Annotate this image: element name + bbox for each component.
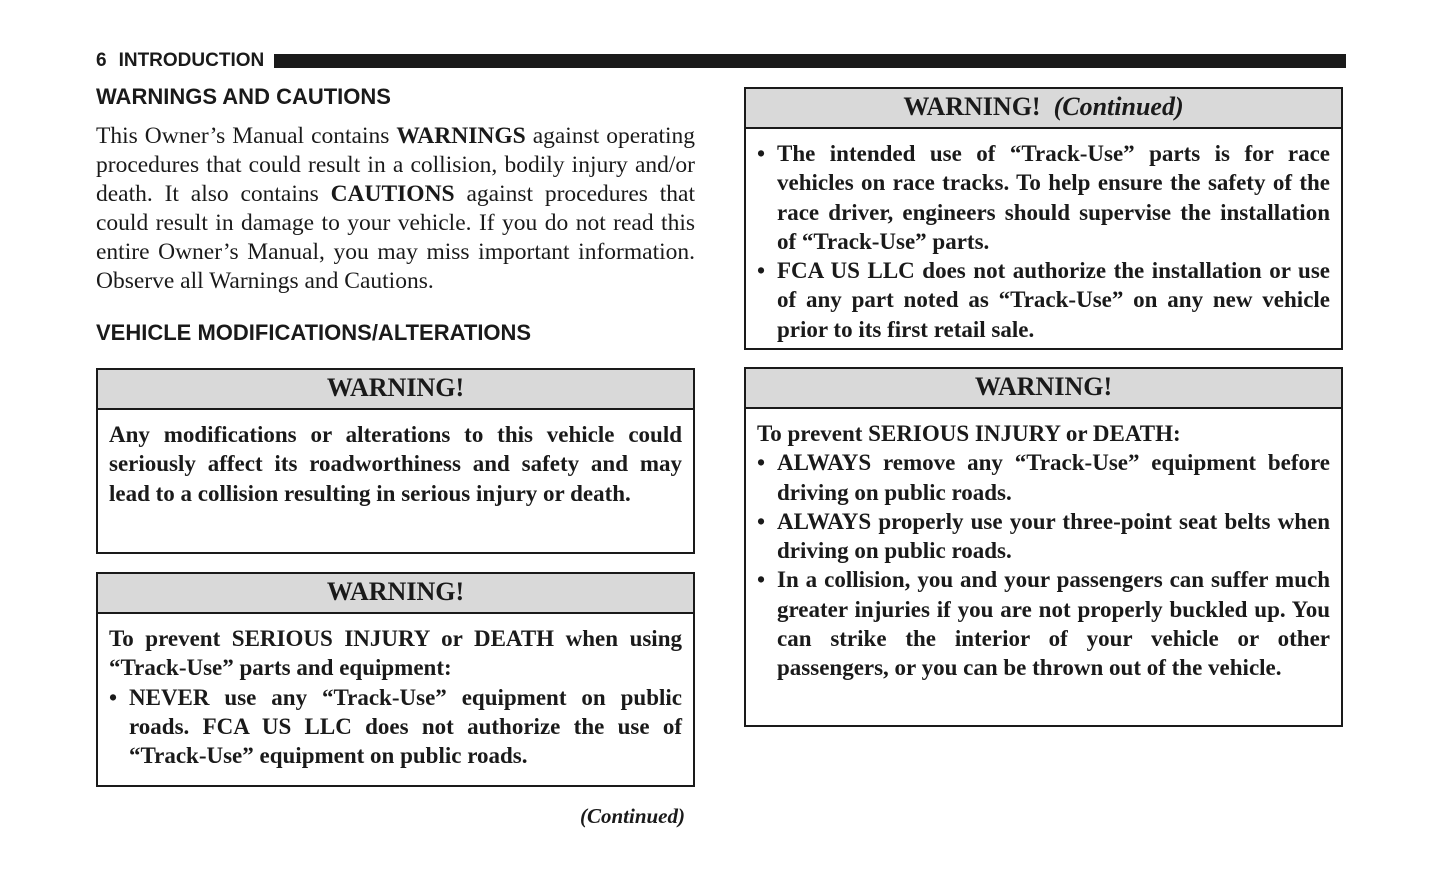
continued-note: (Continued): [579, 804, 685, 828]
page-number: 6: [96, 50, 107, 71]
warning-title: WARNING!: [746, 369, 1341, 409]
bullet-icon: •: [757, 258, 766, 284]
warning-content: [98, 614, 693, 782]
list-item-text: FCA US LLC does not authorize the installation or use of any part noted as “Track-Use” on any new vehicle prior to its first retail sale.: [777, 258, 1330, 342]
bullet-icon: •: [757, 508, 766, 534]
warning-bullet-list: [757, 448, 1330, 682]
bullet-icon: •: [757, 567, 766, 593]
intro-text-3: against procedures that could result in damage to your vehicle. If you do not read this entire Owner’s Manual, you may miss important information. Observe all Warnings and Cautions.: [96, 181, 695, 294]
list-item: [757, 565, 1330, 682]
list-item: [109, 683, 682, 771]
list-item: [757, 448, 1330, 507]
bullet-icon: •: [109, 684, 118, 710]
list-item-text: The intended use of “Track-Use” parts is for race vehicles on race tracks. To help ensure the safety of the race driver, engineers should supervise the installation of “Track-Use” parts.: [777, 141, 1330, 254]
warning-title: [746, 89, 1341, 129]
header-rule: [274, 54, 1346, 68]
intro-text-2: against operating procedures that could result in a collision, bodily injury and/or death. It also contains: [96, 123, 696, 207]
intro-bold-warnings: WARNINGS: [396, 123, 526, 149]
list-item-text: In a collision, you and your passengers can suffer much greater injuries if you are not properly buckled up. You can strike the interior of your vehicle or other passengers, or you can be thrown out of the vehicle.: [777, 567, 1330, 681]
warning-bullet-list: [109, 683, 682, 771]
heading-vehicle-modifications: VEHICLE MODIFICATIONS/ALTERATIONS: [96, 320, 532, 345]
warning-content: [98, 410, 693, 520]
list-item-text: ALWAYS remove any “Track-Use” equipment before driving on public roads.: [777, 450, 1330, 505]
list-item: [757, 507, 1330, 566]
left-column: [96, 82, 695, 787]
warning-title: WARNING!: [98, 370, 693, 410]
intro-text-1: This Owner’s Manual contains: [96, 123, 397, 149]
warning-box-track-use: [96, 572, 695, 787]
warning-text: Any modifications or alterations to this vehicle could seriously affect its roadworthiness and safety and may lead to a collision resulting in serious injury or death.: [109, 422, 682, 506]
warning-intro: To prevent SERIOUS INJURY or DEATH when using “Track-Use” parts and equipment:: [109, 626, 682, 681]
warning-box-seat-belts: [744, 367, 1343, 727]
warning-box-modifications: [96, 368, 695, 554]
list-item-text: NEVER use any “Track-Use” equipment on public roads. FCA US LLC does not authorize the use of “Track-Use” equipment on public roads.: [129, 684, 682, 769]
intro-paragraph: [96, 122, 695, 296]
warning-intro: To prevent SERIOUS INJURY or DEATH:: [757, 421, 1181, 446]
warning-content: [746, 409, 1341, 695]
bullet-icon: •: [757, 450, 766, 476]
bullet-icon: •: [757, 141, 766, 166]
list-item-text: ALWAYS properly use your three-point seat belts when driving on public roads.: [777, 508, 1330, 564]
page-header: [96, 49, 1346, 73]
warning-bullet-list: [757, 139, 1330, 344]
section-title: INTRODUCTION: [118, 50, 265, 71]
warning-title: WARNING!: [98, 574, 693, 614]
right-column: [744, 87, 1343, 727]
list-item: [757, 139, 1330, 256]
warning-box-continued: [744, 87, 1343, 350]
warning-title-text: WARNING!: [903, 92, 1041, 121]
heading-warnings-and-cautions: WARNINGS AND CAUTIONS: [96, 84, 391, 109]
warning-content: [746, 129, 1341, 356]
warning-title-continued: (Continued): [1053, 92, 1184, 121]
list-item: [757, 256, 1330, 344]
intro-bold-cautions: CAUTIONS: [330, 181, 455, 207]
